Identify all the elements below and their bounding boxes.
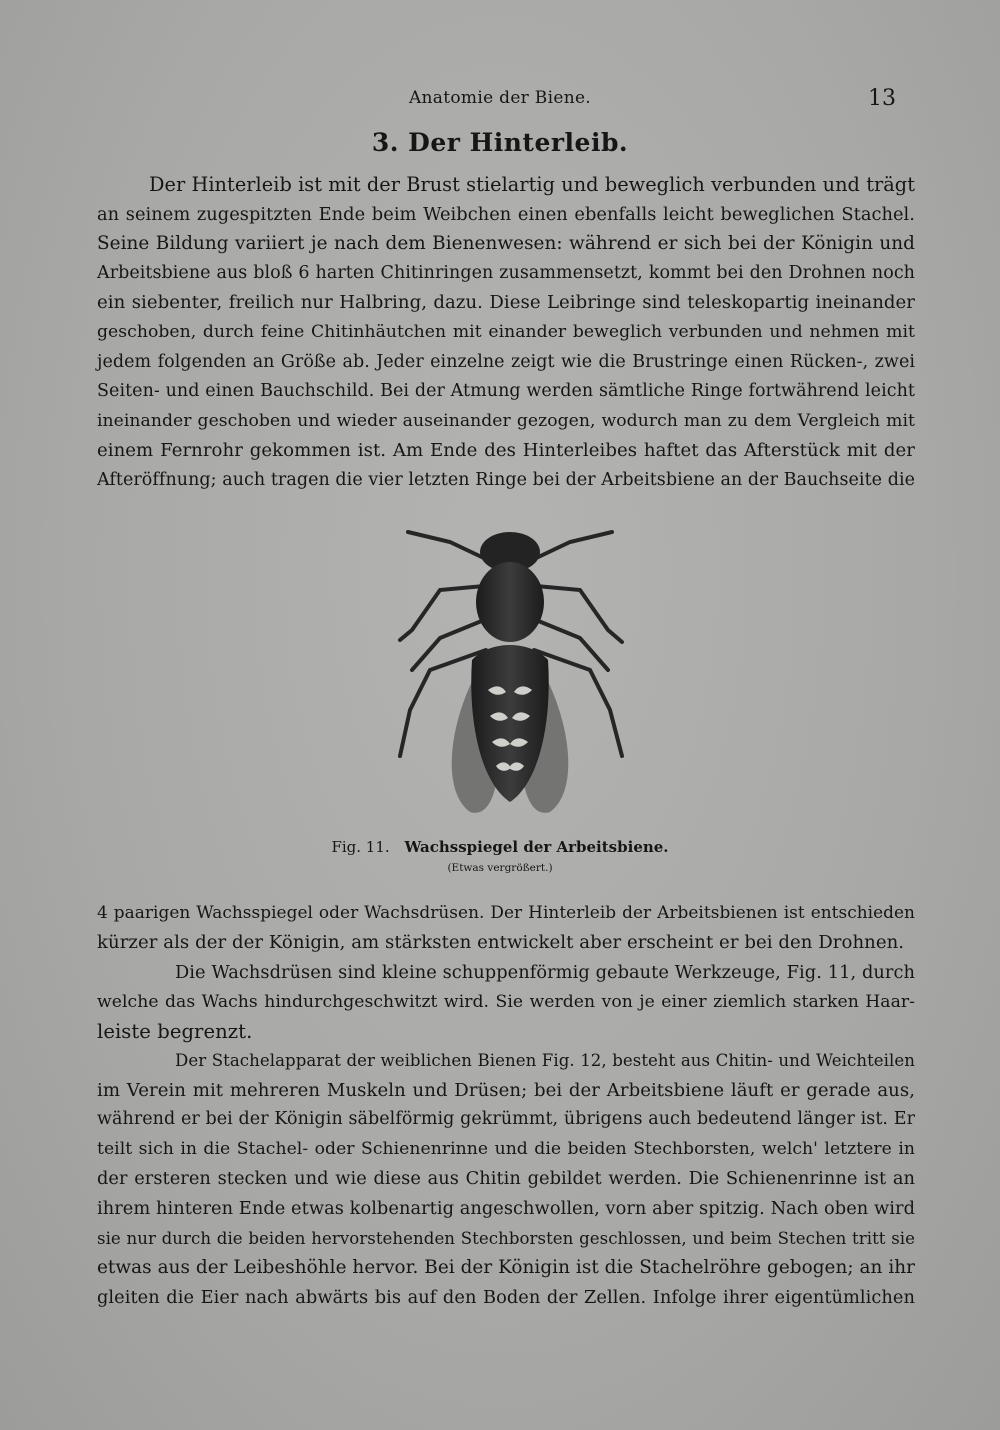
text-line: Die Wachsdrüsen sind kleine schuppenförmig gebaute Werkzeuge, Fig. 11, durch: [175, 962, 915, 983]
worker-bee-illustration: [360, 520, 660, 820]
text-line: Seiten- und einen Bauchschild. Bei der Atmung werden sämtliche Ringe fortwährend leicht: [97, 381, 915, 402]
text-line: Afteröffnung; auch tragen die vier letzten Ringe bei der Arbeitsbiene an der Bauchseite die: [97, 469, 915, 490]
text-line: leiste begrenzt.: [97, 1020, 253, 1044]
section-heading: 3. Der Hinterleib.: [371, 128, 629, 157]
text-line: sie nur durch die beiden hervorstehenden Stechborsten geschlossen, und beim Stechen tritt sie: [97, 1228, 915, 1248]
text-line: an seinem zugespitzten Ende beim Weibchen einen ebenfalls leicht beweglichen Stachel.: [97, 203, 915, 225]
text-line: Arbeitsbiene aus bloß 6 harten Chitinringen zusammensetzt, kommt bei den Drohnen noch: [97, 262, 915, 283]
text-line: der ersteren stecken und wie diese aus Chitin gebildet werden. Die Schienenrinne ist an: [97, 1168, 915, 1190]
text-line: etwas aus der Leibeshöhle hervor. Bei der Königin ist die Stachelröhre gebogen; an ihr: [97, 1257, 915, 1279]
text-line: gleiten die Eier nach abwärts bis auf den Boden der Zellen. Infolge ihrer eigentümlichen: [97, 1286, 915, 1308]
paragraph-wax-glands: [97, 958, 915, 1047]
paragraph-abdomen: [97, 170, 915, 496]
text-line: im Verein mit mehreren Muskeln und Drüsen; bei der Arbeitsbiene läuft er gerade aus,: [97, 1079, 915, 1101]
text-line: kürzer als der der Königin, am stärksten entwickelt aber erscheint er bei den Drohnen.: [97, 931, 905, 953]
text-line: einem Fernrohr gekommen ist. Am Ende des Hinterleibes haftet das Afterstück mit der: [97, 440, 915, 462]
figure-label: Fig. 11.: [331, 838, 390, 856]
figure-subcaption: (Etwas vergrößert.): [447, 862, 553, 874]
text-line: während er bei der Königin säbelförmig gekrümmt, übrigens auch bedeutend länger ist. Er: [97, 1109, 915, 1130]
running-header: Anatomie der Biene.: [408, 88, 592, 108]
text-line: Seine Bildung variiert je nach dem Bienenwesen: während er sich bei der Königin und: [97, 233, 915, 255]
text-line: 4 paarigen Wachsspiegel oder Wachsdrüsen. Der Hinterleib der Arbeitsbienen ist entschieden: [97, 902, 915, 922]
text-line: ein siebenter, freilich nur Halbring, dazu. Diese Leibringe sind teleskopartig ineinander: [97, 292, 915, 314]
text-line: teilt sich in die Stachel- oder Schienenrinne und die beiden Stechborsten, welch' letztere in: [97, 1138, 915, 1159]
text-line: ihrem hinteren Ende etwas kolbenartig angeschwollen, vorn aber spitzig. Nach oben wird: [97, 1197, 915, 1219]
text-line: ineinander geschoben und wieder auseinander gezogen, wodurch man zu dem Vergleich mit: [97, 410, 915, 431]
text-line: welche das Wachs hindurchgeschwitzt wird. Sie werden von je einer ziemlich starken Haar-: [97, 991, 915, 1012]
bee-thorax: [476, 562, 544, 642]
paragraph-sting-apparatus: [97, 1046, 915, 1312]
figure-caption: [0, 838, 1000, 856]
text-line: Der Stachelapparat der weiblichen Bienen Fig. 12, besteht aus Chitin- und Weichteilen: [175, 1051, 915, 1070]
text-line: geschoben, durch feine Chitinhäutchen mit einander beweglich verbunden und nehmen mit: [97, 321, 915, 342]
paragraph-wax-mirrors: [97, 898, 915, 957]
text-line: jedem folgenden an Größe ab. Jeder einzelne zeigt wie die Brustringe einen Rücken-, zwei: [97, 351, 915, 372]
page-number: 13: [868, 86, 896, 111]
figure-title: Wachsspiegel der Arbeitsbiene.: [404, 838, 669, 856]
text-line: Der Hinterleib ist mit der Brust stielartig und beweglich verbunden und trägt: [149, 173, 915, 196]
